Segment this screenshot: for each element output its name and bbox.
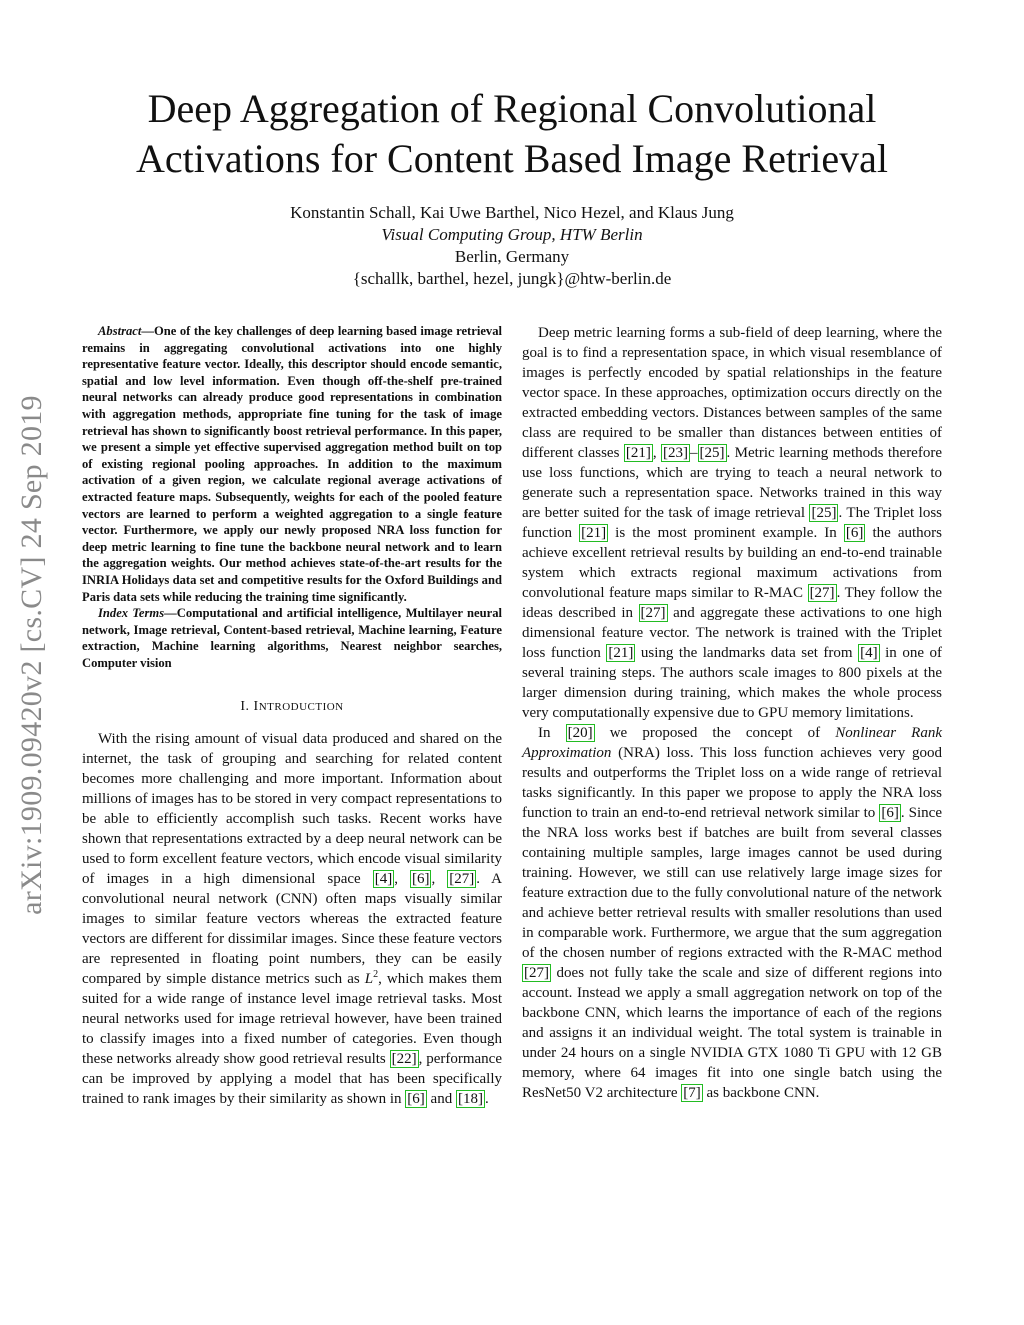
abstract-text: One of the key challenges of deep learning based image retrieval remains in aggregating convolutional activations into one highly representative feature vector. Ideally, this descriptor should encode semantic, spatial and low level information. Even though off-the-shelf pre-trained neural networks can already produce good representations in combination with aggregation methods, appropriate fine tuning for the task of image retrieval has shown to significantly boost retrieval performance. In this paper, we present a simple yet effective supervised aggregation method built on top of existing regional pooling approaches. In addition to the maximum activation of a given region, we calculate regional average activations of extracted feature maps. Subsequently, weights for each of the pooled feature vectors are learned to perform a weighted aggregation to a single feature vector. Furthermore, we apply our newly proposed NRA loss function for deep metric learning to fine tune the backbone neural network and to learn the aggregation weights. Our method achieves state-of-the-art results for the INRIA Holidays data set and competitive results for the Oxford Buildings and Paris data sets while reducing the training time significantly. [82,324,502,604]
emphasis-nra: Nonlinear Rank Approximation [522,725,942,761]
citation-link[interactable]: [27] [449,871,475,888]
math-superscript: 2 [373,969,379,981]
author-affiliation: Visual Computing Group, HTW Berlin [381,225,643,244]
citation-link[interactable]: [22] [391,1051,417,1068]
arxiv-stamp-text: arXiv:1909.09420v2 [cs.CV] 24 Sep 2019 [15,395,48,915]
intro-paragraph-1: With the rising amount of visual data produced and shared on the internet, the task of grouping and searching for related content becomes more challenging and more important. Information about millions of images has to be stored in very compact representations to be able to efficiently accomplish such tasks. Recent works have shown that representations extracted by a deep neural network can be used to form excellent feature vectors, which encode visual similarity of images in a high dimensional space [4] , [6] , [27] . A convolutional neural network (CNN) often maps visually similar images to similar feature vectors whereas the extracted feature vectors are different for dissimilar images. Since these feature vectors are represented in floating point numbers, they can be easily compared by simple distance metrics such as $L^2$, which makes them suited for a wide range of instance level image retrieval tasks. Most neural networks used for image retrieval however, have been trained to classify images into a fixed number of categories. Even though these networks already show good retrieval results [22] , performance can be improved by applying a model that has been specifically trained to rank images by their similarity as shown in [6] and [18] . [82,731,503,1108]
author-email: {schallk, barthel, hezel, jungk}@htw-berlin.de [352,269,672,288]
citation-link[interactable]: [21] [625,445,651,461]
citation-link[interactable]: [25] [699,445,725,461]
citation-link[interactable]: [23] [663,445,689,461]
left-column [82,323,502,1109]
citation-link[interactable]: [7] [683,1085,701,1101]
intro-paragraph-3: In [20] we proposed the concept of Nonlinear Rank Approximation (NRA) loss. This loss function achieves very good results and outperforms the Triplet loss on a wide range of retrieval tasks significantly. In this paper we propose to apply the NRA loss function to train an end-to-end retrieval network similar to [6] . Since the NRA loss works best if batches are built from several classes containing multiple samples, large images cannot be used during training. However, we still can use relatively large image sizes for feature extraction due to the fully convolutional nature of the network and achieve better retrieval results with smaller resolutions than used in comparable work. Furthermore, we argue that the sum aggregation of the chosen number of regions extracted with the R-MAC method [27] does not fully take the scale and size of different regions into account. Instead we apply a small aggregation network on top of the backbone CNN, which learns the importance of each of the regions and assigns it an individual weight. The total system is trainable in under 24 hours on a single NVIDIA GTX 1080 Ti GPU with 12 GB memory, where 64 images fit into one single batch using the ResNet50 V2 architecture [7] as backbone CNN. [522,725,942,1101]
citation-link[interactable]: [4] [860,645,878,661]
author-names: Konstantin Schall, Kai Uwe Barthel, Nico Hezel, and Klaus Jung [290,203,734,222]
citation-link[interactable]: [21] [608,645,634,661]
citation-link[interactable]: [25] [811,505,837,521]
section-heading-introduction: I. INTRODUCTION [240,699,344,715]
citation-link[interactable]: [4] [374,871,393,888]
citation-link[interactable]: [27] [640,605,666,621]
paper-title: Deep Aggregation of Regional Convolutional Activations for Content Based Image Retrieval [135,86,888,181]
citation-link[interactable]: [6] [845,525,864,541]
citation-link[interactable]: [27] [809,585,835,601]
index-terms-lead: Index Terms [98,606,165,621]
right-column [522,323,942,1103]
citation-link[interactable]: [18] [457,1091,483,1108]
index-terms-text: Computational and artificial intelligence, Multilayer neural network, Image retrieval, Content-based retrieval, Machine learning, Feature extraction, Machine learning algorithms, Nearest neighbor searches, Computer vision [82,606,502,670]
citation-link[interactable]: [27] [524,965,549,981]
abstract: Abstract—One of the key challenges of deep learning based image retrieval remains in aggregating convolutional activations into one highly representative feature vector. Ideally, this descriptor should encode semantic, spatial and low level information. Even though off-the-shelf pre-trained neural networks can already produce good representations in combination with aggregation methods, appropriate fine tuning for the task of image retrieval has shown to significantly boost retrieval performance. In this paper, we present a simple yet effective supervised aggregation method built on top of existing regional pooling approaches. In addition to the maximum activation of a given region, we calculate regional average activations of extracted feature maps. Subsequently, weights for each of the pooled feature vectors are learned to perform a weighted aggregation to a single feature vector. Furthermore, we apply our newly proposed NRA loss function for deep metric learning to fine tune the backbone neural network and to learn the aggregation weights. Our method achieves state-of-the-art results for the INRIA Holidays data set and competitive results for the Oxford Buildings and Paris data sets while reducing the training time significantly. [82,324,502,604]
citation-link[interactable]: [6] [411,871,430,888]
citation-link[interactable]: [6] [407,1091,425,1108]
abstract-lead: Abstract [98,324,142,338]
math-l2: L [364,971,374,988]
citation-link[interactable]: [20] [567,725,593,741]
author-location: Berlin, Germany [454,247,570,266]
citation-link[interactable]: [6] [881,805,899,821]
author-block [60,202,964,290]
index-terms: Index Terms—Computational and artificial intelligence, Multilayer neural network, Image retrieval, Content-based retrieval, Machine learning, Feature extraction, Machine learning algorithms, Nearest neighbor searches, Computer vision [82,606,502,670]
citation-link[interactable]: [21] [581,525,607,541]
intro-paragraph-2: Deep metric learning forms a sub-field of deep learning, where the goal is to find a representation space, in which visual resemblance of images is perfectly encoded by spatial relationships in the feature vector space. In these approaches, optimization occurs directly on the extracted embedding vectors. Distances between samples of the same class are required to be smaller than distances between entities of different classes [21] , [23] – [25] . Metric learning methods therefore use loss functions, which are trying to teach a neural network to generate such a representation space. Networks trained in this way are better suited for the task of image retrieval [25] . The Triplet loss function [21] is the most prominent example. In [6] the authors achieve excellent retrieval results by building an end-to-end trainable system which extracts regional maximum activations from convolutional feature maps similar to R-MAC [27] . They follow the ideas described in [27] and aggregate these activations to one high dimensional feature vector. The network is trained with the Triplet loss function [21] using the landmarks data set from [4] in one of several training steps. The authors scale images to 800 pixels at the larger dimension during training, which makes the whole process very computationally expensive due to GPU memory limitations. [522,325,943,721]
